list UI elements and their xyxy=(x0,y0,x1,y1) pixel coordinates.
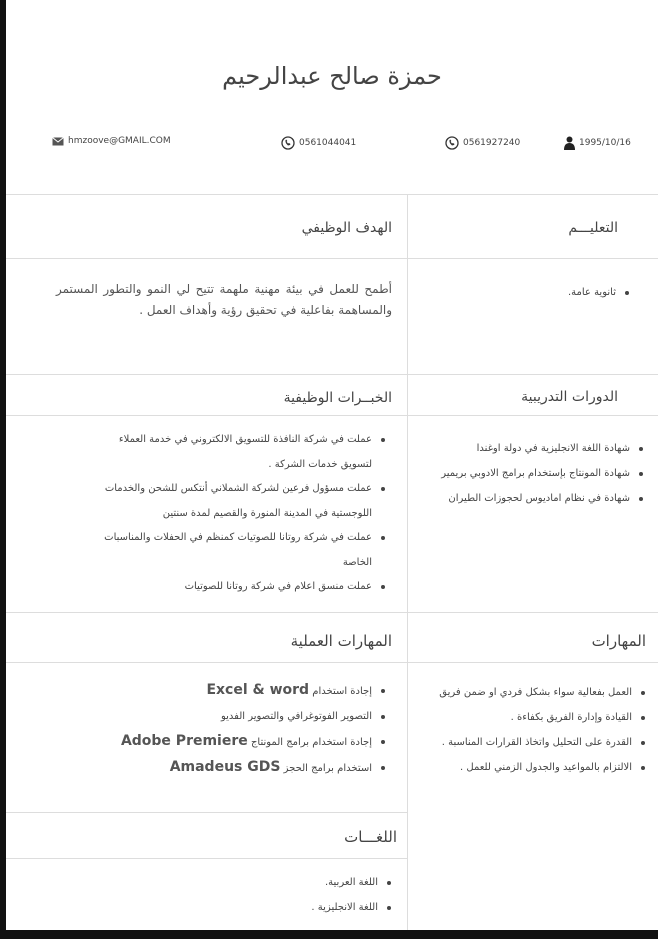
practical-skills-heading: المهارات العملية xyxy=(290,632,392,650)
education-list xyxy=(568,286,634,300)
divider xyxy=(6,374,658,375)
practical-skills-list xyxy=(121,678,390,781)
list-item-continuation: الخاصة xyxy=(342,556,372,568)
list-item: شهادة المونتاج بإستخدام برامج الادوبي بريمير xyxy=(441,461,648,486)
list-item: اللغة العربية. xyxy=(311,870,396,895)
email-text: hmzoove@GMAIL.COM xyxy=(68,136,171,146)
skill-text: التصوير الفوتوغرافي والتصوير الفديو xyxy=(220,711,372,722)
languages-list xyxy=(311,870,396,920)
divider xyxy=(6,612,658,613)
skill-tool: Excel & word xyxy=(206,682,310,698)
list-item: عملت في شركة النافذة للتسويق الالكتروني في خدمة العملاء xyxy=(104,428,390,453)
list-item xyxy=(121,755,390,781)
list-item: عملت في شركة روتانا للصوتيات كمنظم في الحفلات والمناسبات xyxy=(104,526,390,551)
divider xyxy=(6,858,407,859)
divider xyxy=(6,662,658,663)
column-divider xyxy=(407,194,408,930)
experience-heading: الخبــرات الوظيفية xyxy=(283,390,392,406)
education-heading: التعليـــم xyxy=(568,220,618,236)
list-item: عملت مسؤول فرعين لشركة الشملاني أنتكس للشحن والخدمات xyxy=(104,477,390,502)
objective-heading: الهدف الوظيفي xyxy=(301,220,392,236)
cv-page xyxy=(6,0,658,930)
email-contact xyxy=(52,136,171,146)
list-item xyxy=(121,704,390,729)
birthdate-contact xyxy=(564,136,631,150)
birthdate-text: 1995/10/16 xyxy=(579,138,631,148)
list-item: اللغة الانجليزية . xyxy=(311,895,396,920)
skills-list xyxy=(439,680,650,780)
list-item: عملت منسق اعلام في شركة روتانا للصوتيات xyxy=(104,575,390,600)
divider xyxy=(6,258,658,259)
phone2-contact xyxy=(281,136,356,150)
divider xyxy=(6,812,407,813)
phone1-text: 0561927240 xyxy=(463,138,521,148)
skill-text: إجادة استخدام xyxy=(312,686,372,697)
skill-tool: Adobe Premiere xyxy=(120,733,248,749)
experience-list xyxy=(104,428,390,600)
list-item xyxy=(121,729,390,755)
list-item: القيادة وإدارة الفريق بكفاءة . xyxy=(439,705,650,730)
skills-heading: المهارات xyxy=(591,632,646,650)
languages-heading: اللغـــات xyxy=(344,828,397,846)
skill-tool: Amadeus GDS xyxy=(169,759,281,775)
person-icon xyxy=(564,136,575,150)
list-item: ثانوية عامة. xyxy=(568,286,634,300)
full-name: حمزة صالح عبدالرحيم xyxy=(222,62,442,90)
list-item-continuation: اللوجستية في المدينة المنورة والقصيم لمدة سنتين xyxy=(162,507,372,519)
phone1-contact xyxy=(445,136,520,150)
skill-text: استخدام برامج الحجز xyxy=(283,763,372,774)
email-icon xyxy=(52,137,64,146)
divider xyxy=(6,194,658,195)
phone-icon xyxy=(281,136,295,150)
courses-list xyxy=(441,436,648,511)
list-item: شهادة اللغة الانجليزية في دولة اوغندا xyxy=(441,436,648,461)
list-item: القدرة على التحليل واتخاذ القرارات المناسبة . xyxy=(439,730,650,755)
list-item: العمل بفعالية سواء بشكل فردي او ضمن فريق xyxy=(439,680,650,705)
list-item: الالتزام بالمواعيد والجدول الزمني للعمل . xyxy=(439,755,650,780)
list-item xyxy=(121,678,390,704)
courses-heading: الدورات التدريبية xyxy=(521,389,618,405)
objective-text: أطمح للعمل في بيئة مهنية ملهمة تتيح لي النمو والتطور المستمر والمساهمة بفاعلية في تحقيق رؤية وأهداف العمل . xyxy=(56,282,392,317)
list-item: شهادة في نظام اماديوس لحجوزات الطيران xyxy=(441,486,648,511)
phone-icon xyxy=(445,136,459,150)
list-item-continuation: لتسويق خدمات الشركة . xyxy=(268,458,372,470)
phone2-text: 0561044041 xyxy=(299,138,357,148)
divider xyxy=(6,415,658,416)
skill-text: إجادة استخدام برامج المونتاج xyxy=(250,737,372,748)
